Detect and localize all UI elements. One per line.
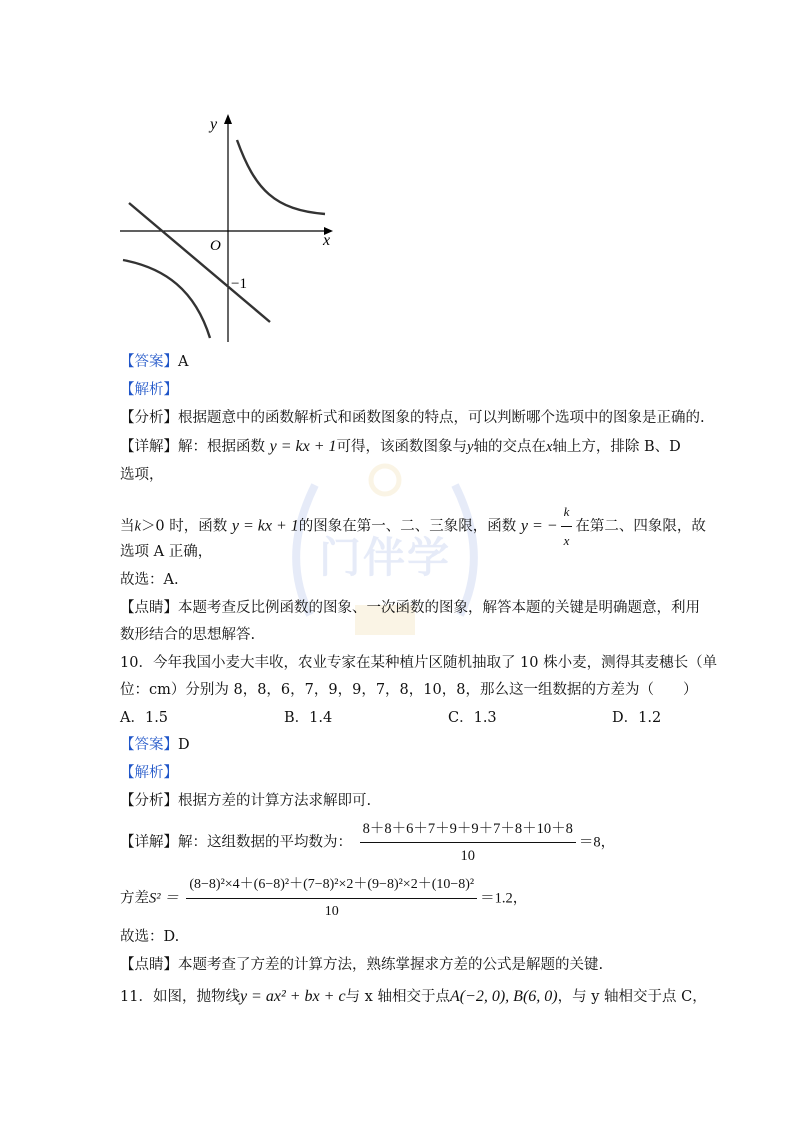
q10-guxuan: 故选：D. bbox=[120, 929, 180, 945]
function-graph bbox=[115, 110, 340, 345]
q10-dianjing-line bbox=[120, 955, 603, 975]
analysis-tag: 【解析】 bbox=[120, 765, 178, 781]
dianjing-tag: 【点睛】 bbox=[120, 600, 178, 616]
q11-points: A(−2, 0), B(6, 0) bbox=[449, 988, 558, 1005]
linear-function-line bbox=[129, 203, 270, 322]
variance-result: ＝1.2， bbox=[480, 890, 528, 907]
variance-symbol: S² ＝ bbox=[149, 890, 179, 907]
q10-answer-line bbox=[120, 735, 190, 755]
xj3-text-0: 当 bbox=[120, 518, 135, 535]
q9-xiangjie-line-4: 选项 A 正确， bbox=[120, 544, 213, 560]
answer-tag: 【答案】 bbox=[120, 737, 178, 753]
x-axis-label: x bbox=[323, 232, 331, 249]
xiangjie-tag: 【详解】 bbox=[120, 439, 178, 455]
q9-xiangjie-line-2: 选项， bbox=[120, 467, 164, 483]
fraction-denominator: x bbox=[563, 533, 570, 548]
var-y: y bbox=[467, 439, 474, 455]
var-k: k bbox=[134, 518, 141, 535]
q9-dianjing-line-2: 数形结合的思想解答. bbox=[120, 627, 256, 643]
q10-fenxi-line bbox=[120, 791, 371, 811]
mean-denominator: 10 bbox=[460, 848, 475, 864]
watermark bbox=[270, 455, 500, 655]
variance-fraction bbox=[186, 874, 477, 923]
formula-linear: y = kx + 1 bbox=[269, 438, 337, 455]
dianjing-tag: 【点睛】 bbox=[120, 957, 178, 973]
y-axis-arrow-icon bbox=[224, 114, 232, 124]
var-x: x bbox=[545, 439, 553, 455]
xj3-text-2: 的图象在第一、二、三象限，函数 bbox=[298, 518, 517, 535]
variance-denominator: 10 bbox=[324, 904, 339, 919]
xj3-text-3: 在第二、四象限，故 bbox=[575, 518, 706, 535]
answer-tag: 【答案】 bbox=[120, 354, 178, 370]
variance-numerator: (8−8)²×4＋(6−8)²＋(7−8)²×2＋(9−8)²×2＋(10−8)² bbox=[186, 874, 477, 899]
option-c: C．1.3 bbox=[448, 710, 497, 726]
q11-stem bbox=[120, 985, 707, 1009]
dianjing-text-1: 本题考查反比例函数的图象、一次函数的图象，解答本题的关键是明确题意，利用 bbox=[178, 600, 700, 616]
fenxi-text: 根据方差的计算方法求解即可. bbox=[178, 793, 372, 809]
option-d: D．1.2 bbox=[612, 710, 662, 726]
xj3-text-1: ＞0 时，函数 bbox=[140, 518, 228, 535]
q10-stem-1: 10．今年我国小麦大丰收，农业专家在某种植片区随机抽取了 10 株小麦，测得其麦穗长（单 bbox=[120, 655, 718, 671]
answer-value: D bbox=[178, 737, 190, 753]
q9-answer-line bbox=[120, 352, 188, 372]
xiangjie-tag: 【详解】 bbox=[120, 834, 178, 851]
q11-text-3: ，与 y 轴相交于点 C， bbox=[557, 989, 707, 1005]
origin-label: O bbox=[210, 238, 221, 254]
option-b: B．1.4 bbox=[284, 710, 333, 726]
xiangjie-text: 解：根据函数 bbox=[178, 439, 265, 455]
analysis-tag: 【解析】 bbox=[120, 382, 178, 398]
answer-value: A bbox=[178, 354, 189, 370]
mean-label: 解：这组数据的平均数为： bbox=[178, 834, 352, 851]
intercept-label: −1 bbox=[231, 276, 247, 292]
dianjing-text: 本题考查了方差的计算方法，熟练掌握求方差的公式是解题的关键. bbox=[178, 957, 604, 973]
xiangjie-text-2: 可得，该函数图象与 bbox=[336, 439, 468, 455]
q9-guxuan: 故选：A. bbox=[120, 572, 179, 588]
hyperbola-branch-q1 bbox=[237, 140, 325, 214]
hyperbola-branch-q3 bbox=[123, 260, 210, 338]
q9-fenxi-line bbox=[120, 408, 705, 428]
mean-result: ＝8， bbox=[578, 834, 616, 851]
q10-mean-line bbox=[120, 818, 615, 867]
q10-variance-line bbox=[120, 874, 527, 923]
inverse-fraction bbox=[561, 500, 573, 553]
y-axis-label: y bbox=[210, 116, 218, 133]
fenxi-tag: 【分析】 bbox=[120, 793, 178, 809]
q9-analysis-line bbox=[120, 380, 178, 400]
fraction-numerator: k bbox=[561, 500, 573, 527]
q10-analysis-line bbox=[120, 763, 178, 783]
formula-linear-2: y = kx + 1 bbox=[231, 517, 299, 535]
formula-inverse-prefix: y = − bbox=[520, 517, 558, 535]
q11-text-1: 11．如图，抛物线 bbox=[120, 989, 240, 1005]
q10-options bbox=[120, 706, 660, 728]
q11-text-2: 与 x 轴相交于点 bbox=[345, 989, 450, 1005]
mean-fraction bbox=[360, 818, 576, 867]
mean-numerator: 8＋8＋6＋7＋9＋9＋7＋8＋10＋8 bbox=[360, 818, 576, 843]
variance-label: 方差 bbox=[120, 890, 149, 907]
xiangjie-text-3: 轴的交点在 bbox=[473, 439, 546, 455]
q10-stem-2: 位：cm）分别为 8，8，6，7，9，9，7，8，10，8，那么这一组数据的方差为（ ） bbox=[120, 682, 698, 698]
q11-parabola-formula: y = ax² + bx + c bbox=[239, 988, 346, 1005]
laurel-watermark-icon bbox=[270, 455, 500, 655]
option-a: A．1.5 bbox=[120, 710, 169, 726]
fenxi-text: 根据题意中的函数解析式和函数图象的特点，可以判断哪个选项中的图象是正确的. bbox=[178, 410, 705, 426]
fenxi-tag: 【分析】 bbox=[120, 410, 178, 426]
watermark-text: 门伴学 bbox=[318, 533, 451, 582]
q9-xiangjie-line bbox=[120, 437, 681, 457]
q9-dianjing-line bbox=[120, 598, 700, 618]
xiangjie-text-4: 轴上方，排除 B、D bbox=[552, 439, 681, 455]
